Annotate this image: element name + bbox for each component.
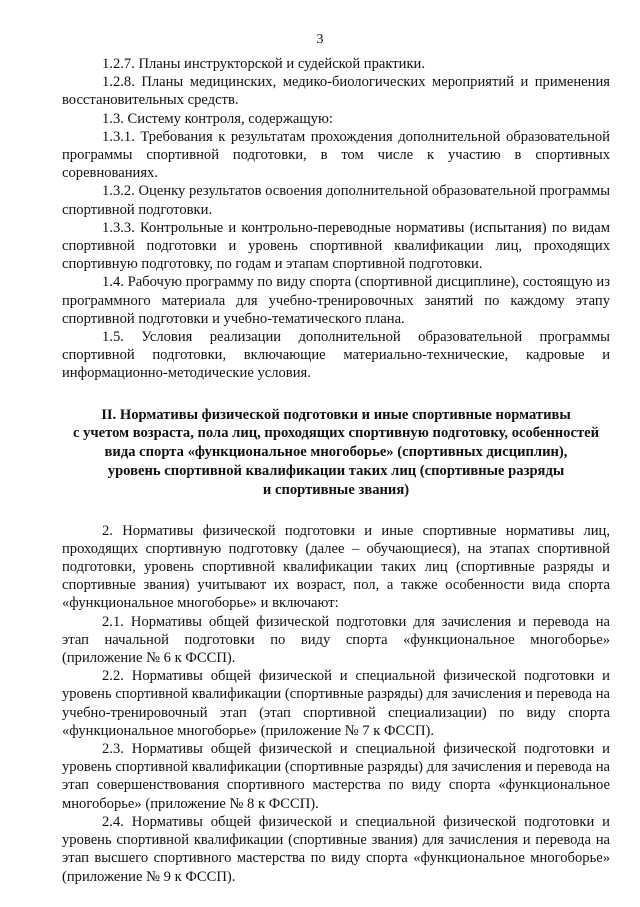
section-heading-line: и спортивные звания): [262, 481, 410, 498]
section-heading-line: II. Нормативы физической подготовки и иные спортивные нормативы: [101, 406, 571, 423]
paragraph-2-4: 2.4. Нормативы общей физической и специальной физической подготовки и уровень спортивной квалификации (спортивные звания) для зачисления и перевода на этап высшего спортивного мастерства по виду спорта «функциональное многоборье» (приложение № 9 к ФССП).: [62, 813, 610, 885]
paragraph-1-2-8: 1.2.8. Планы медицинских, медико-биологических мероприятий и применения восстановительных средств.: [62, 74, 610, 109]
paragraph-1-3-1: 1.3.1. Требования к результатам прохождения дополнительной образовательной программы спортивной подготовки, в том числе к участию в спортивных соревнованиях.: [62, 128, 610, 182]
section-heading: [62, 406, 610, 500]
paragraph-1-3-2: 1.3.2. Оценку результатов освоения дополнительной образовательной программы спортивной подготовки.: [62, 183, 610, 218]
section-heading-line: с учетом возраста, пола лиц, проходящих спортивную подготовку, особенностей: [73, 425, 599, 442]
document-body: [62, 55, 610, 886]
paragraph-1-3-3: 1.3.3. Контрольные и контрольно-переводные нормативы (испытания) по видам спортивной подготовки и уровень спортивной квалификации лиц, проходящих спортивную подготовку, по годам и этапам спортивной подготовки.: [62, 219, 610, 273]
section-heading-line: вида спорта «функциональное многоборье» (спортивных дисциплин),: [104, 444, 568, 461]
paragraph-2-2: 2.2. Нормативы общей физической и специальной физической подготовки и уровень спортивной квалификации (спортивные разряды) для зачисления и перевода на учебно-тренировочный этап (этап спортивной специализации) по виду спорта «функциональное многоборье» (приложение № 7 к ФССП).: [62, 668, 610, 739]
paragraph-1-2-7: 1.2.7. Планы инструкторской и судейской практики.: [102, 56, 425, 72]
paragraph-1-3: 1.3. Систему контроля, содержащую:: [102, 110, 333, 127]
paragraph-2-1: 2.1. Нормативы общей физической подготовки для зачисления и перевода на этап начальной подготовки по виду спорта «функциональное многоборье» (приложение № 6 к ФССП).: [62, 613, 610, 667]
paragraph-2-3: 2.3. Нормативы общей физической и специальной физической подготовки и уровень спортивной квалификации (спортивные разряды) для зачисления и перевода на этап совершенствования спортивного мастерства по виду спорта «функциональное многоборье» (приложение № 8 к ФССП).: [62, 741, 610, 812]
paragraph-1-5: 1.5. Условия реализации дополнительной образовательной программы спортивной подготовки, включающие материально-технические, кадровые и информационно-методические условия.: [62, 329, 610, 382]
section-heading-line: уровень спортивной квалификации таких лиц (спортивные разряды: [107, 463, 565, 480]
paragraph-2: 2. Нормативы физической подготовки и иные спортивные нормативы лиц, проходящих спортивную подготовку (далее – обучающиеся), на этапах спортивной подготовки, уровень спортивной квалификации таких лиц (спортивные разряды и спортивные звания) учитывают их возраст, пол, а также особенности вида спорта «функциональное многоборье» и включают:: [62, 522, 610, 612]
paragraph-1-4: 1.4. Рабочую программу по виду спорта (спортивной дисциплине), состоящую из программного материала для учебно-тренировочных занятий по каждому этапу спортивной подготовки и учебно-тематического плана.: [62, 274, 610, 327]
page-number: 3: [316, 32, 324, 47]
